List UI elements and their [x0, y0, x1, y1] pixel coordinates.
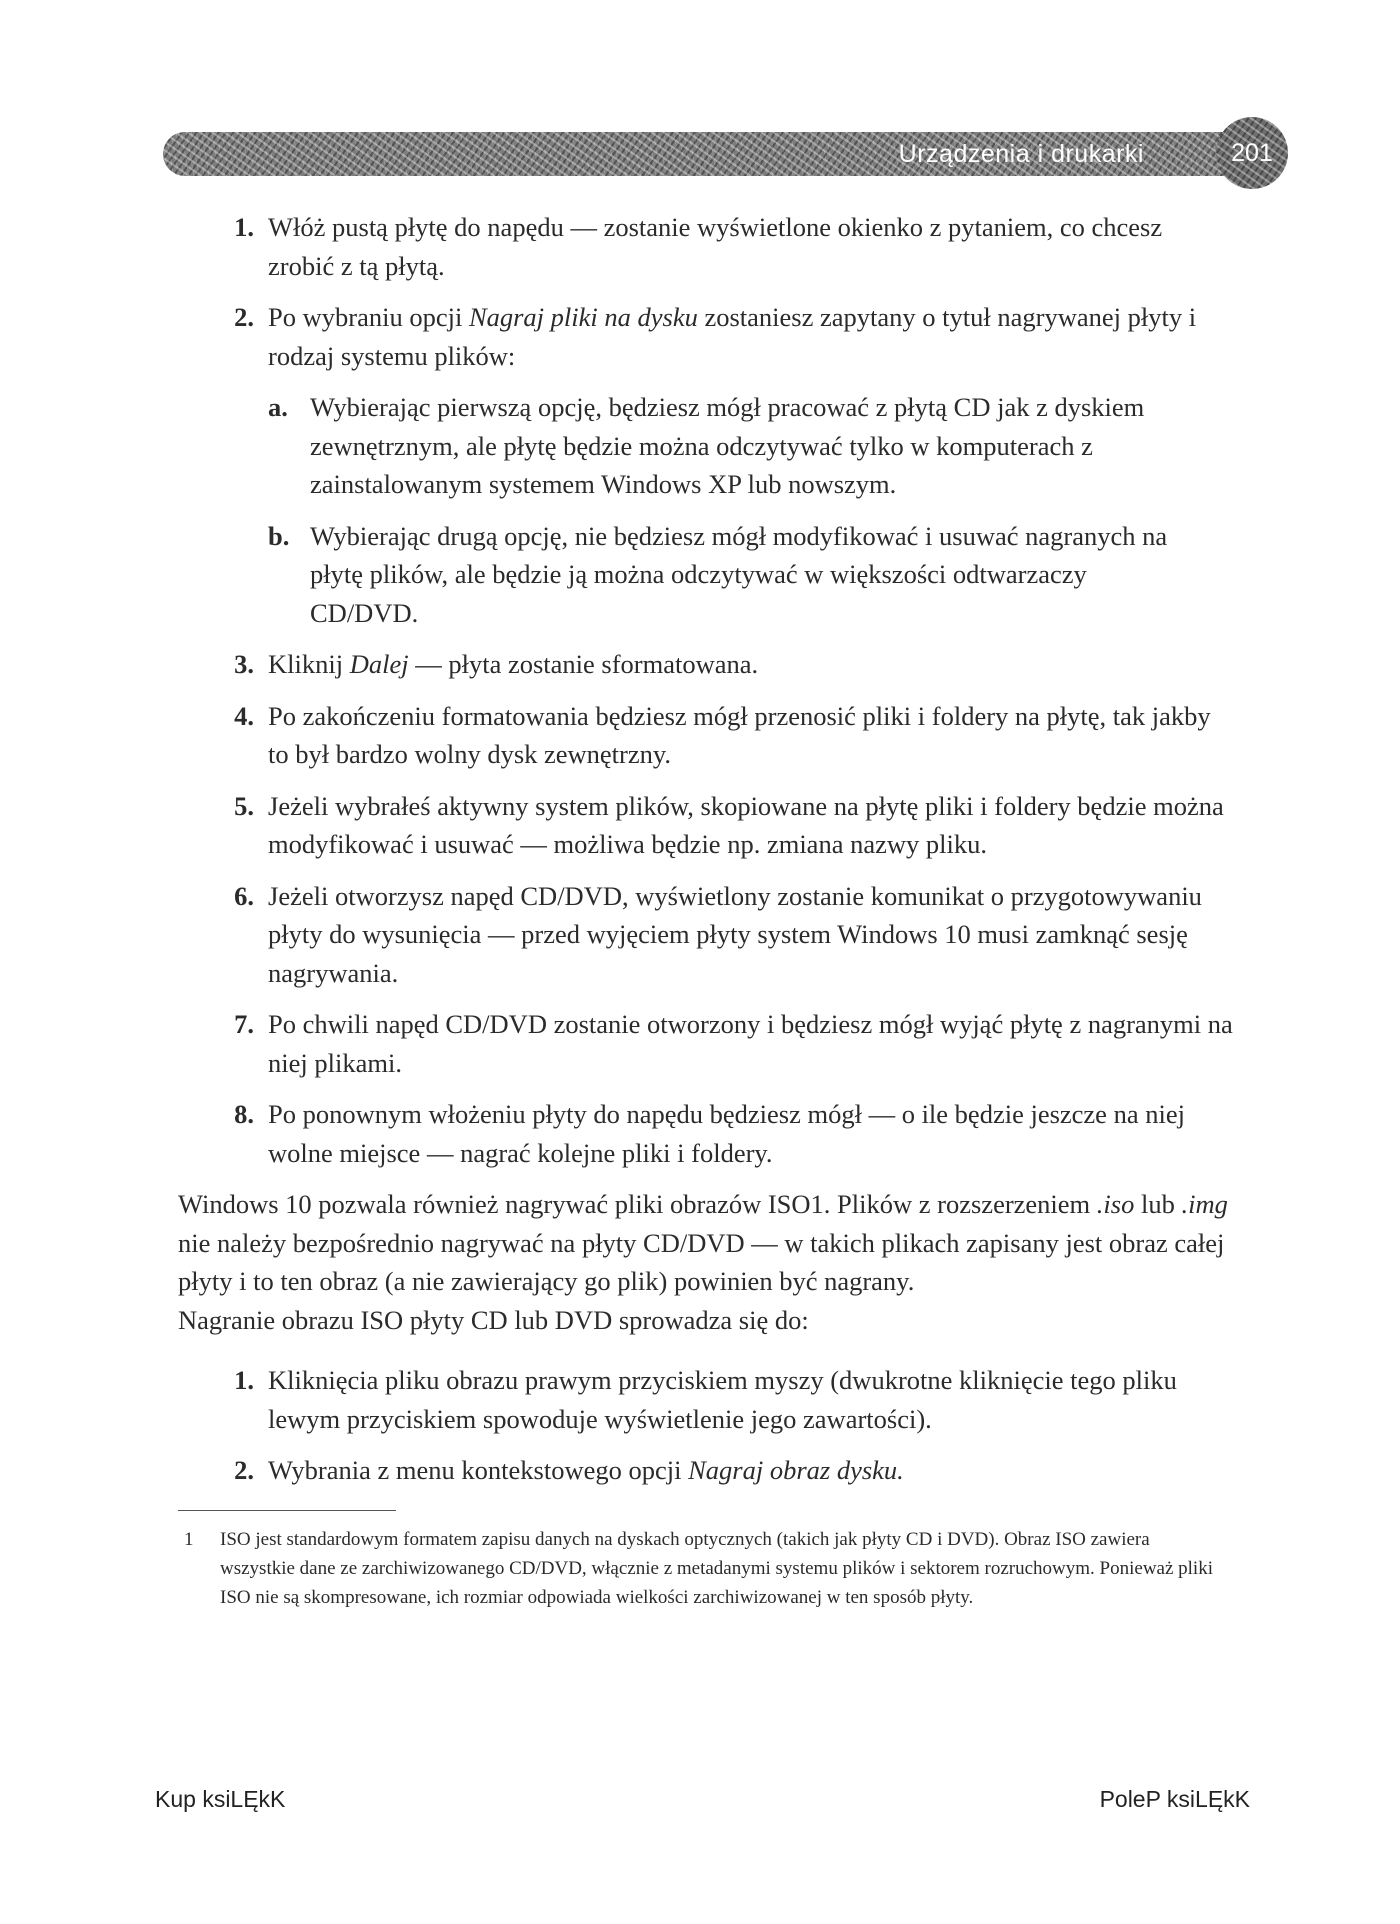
footnote-reference: 1	[810, 1189, 824, 1219]
sub-list-item	[268, 517, 1193, 633]
iso-steps-list	[178, 1361, 1233, 1490]
list-item	[178, 697, 1233, 774]
sub-list-item	[268, 388, 1193, 504]
paragraph-text: nie należy bezpośrednio nagrywać na płyty CD/DVD — w takich plikach zapisany jest obraz całej płyty i to ten obraz (a nie zawierający go plik) powinien być nagrany.	[178, 1227, 1225, 1296]
paragraph-text: Windows 10 pozwala również nagrywać pliki obrazów ISO	[178, 1189, 811, 1219]
step-text: Kliknięcia pliku obrazu prawym przyciskiem myszy (dwukrotne kliknięcie tego pliku lewym przyciskiem spowoduje wyświetlenie jego zawartości).	[268, 1365, 1177, 1434]
footer-recommend-link[interactable]: PoleP ksiLĘkK	[1099, 1786, 1250, 1812]
paragraph-intro: Nagranie obrazu ISO płyty CD lub DVD sprowadza się do:	[178, 1304, 809, 1335]
page-number: 201	[1231, 138, 1273, 167]
step-text: zostaniesz zapytany o tytuł nagrywanej płyty i rodzaj systemu plików:	[268, 302, 1197, 371]
chapter-title: Urządzenia i drukarki	[898, 140, 1144, 168]
page-number-badge	[1216, 117, 1288, 189]
list-item	[178, 1095, 1233, 1172]
sub-list	[268, 388, 1233, 632]
step-text: Po wybraniu opcji	[268, 302, 469, 332]
option-name: Nagraj obraz dysku.	[688, 1455, 904, 1485]
step-text: Wybrania z menu kontekstowego opcji	[268, 1455, 689, 1485]
step-text: Po zakończeniu formatowania będziesz mógł przenosić pliki i foldery na płytę, tak jakby to był bardzo wolny dysk zewnętrzny.	[268, 700, 1211, 769]
paragraph-iso	[178, 1185, 1233, 1301]
list-item	[178, 208, 1233, 285]
sub-step-text: Wybierając drugą opcję, nie będziesz mógł modyfikować i usuwać nagranych na płytę plików, ale będzie ją można odczytywać w większości odtwarzaczy CD/DVD.	[310, 520, 1168, 628]
step-number: 6.	[234, 880, 254, 911]
option-name: Dalej	[349, 649, 409, 679]
list-item	[178, 1361, 1233, 1438]
sub-step-text: Wybierając pierwszą opcję, będziesz mógł pracować z płytą CD jak z dyskiem zewnętrznym, ale płytę będzie można odczytywać tylko w komputerach z zainstalowanym systemem Windows XP lub nowszym.	[310, 392, 1145, 499]
step-text: Kliknij	[268, 649, 350, 679]
step-number: 2.	[234, 302, 254, 332]
footnote-number: 1	[184, 1528, 194, 1550]
paragraph-text: lub	[1134, 1189, 1182, 1219]
file-extension: .img	[1181, 1189, 1228, 1219]
burn-steps-list	[178, 208, 1233, 1172]
step-number: 2.	[234, 1455, 254, 1485]
step-text: — płyta zostanie sformatowana.	[408, 649, 759, 679]
file-extension: .iso	[1096, 1189, 1135, 1219]
step-text: Po chwili napęd CD/DVD zostanie otworzony i będziesz mógł wyjąć płytę z nagranymi na niej plikami.	[268, 1009, 1233, 1078]
step-text: Po ponownym włożeniu płyty do napędu będziesz mógł — o ile będzie jeszcze na niej wolne miejsce — nagrać kolejne pliki i foldery.	[268, 1099, 1185, 1168]
step-text: Jeżeli wybrałeś aktywny system plików, skopiowane na płytę pliki i foldery będzie można modyfikować i usuwać — możliwa będzie np. zmiana nazwy pliku.	[268, 790, 1224, 859]
sub-step-letter: b.	[268, 520, 290, 551]
step-number: 1.	[234, 212, 254, 242]
step-number: 1.	[234, 1365, 254, 1395]
chapter-header-band	[163, 132, 1266, 176]
list-item	[178, 645, 1233, 684]
list-item	[178, 298, 1233, 632]
step-number: 3.	[234, 649, 254, 679]
paragraph-text: . Plików z rozszerzeniem	[823, 1189, 1097, 1219]
step-text: Włóż pustą płytę do napędu — zostanie wyświetlone okienko z pytaniem, co chcesz zrobić z tą płytą.	[268, 212, 1163, 281]
list-item	[178, 1451, 1233, 1490]
sub-step-letter: a.	[268, 392, 288, 422]
list-item	[178, 1005, 1233, 1082]
list-item	[178, 787, 1233, 864]
step-number: 8.	[234, 1099, 254, 1129]
option-name: Nagraj pliki na dysku	[468, 302, 698, 332]
step-number: 5.	[234, 790, 254, 821]
footnote	[178, 1525, 1213, 1612]
page-body	[178, 208, 1233, 1612]
step-number: 4.	[234, 700, 254, 731]
footnote-text: ISO jest standardowym formatem zapisu danych na dyskach optycznych (takich jak płyty CD i DVD). Obraz ISO zawiera wszystkie dane ze zarchiwizowanego CD/DVD, włącznie z metadanymi systemu plików i sektorem rozruchowym. Ponieważ pliki ISO nie są skompresowane, ich rozmiar odpowiada wielkości zarchiwizowanej w ten sposób płyty.	[220, 1528, 1213, 1608]
step-number: 7.	[234, 1009, 254, 1039]
footer-buy-link[interactable]: Kup ksiLĘkK	[155, 1786, 286, 1812]
step-text: Jeżeli otworzysz napęd CD/DVD, wyświetlony zostanie komunikat o przygotowywaniu płyty do wysunięcia — przed wyjęciem płyty system Windows 10 musi zamknąć sesję nagrywania.	[268, 880, 1202, 988]
footnote-divider	[178, 1510, 396, 1511]
list-item	[178, 877, 1233, 993]
